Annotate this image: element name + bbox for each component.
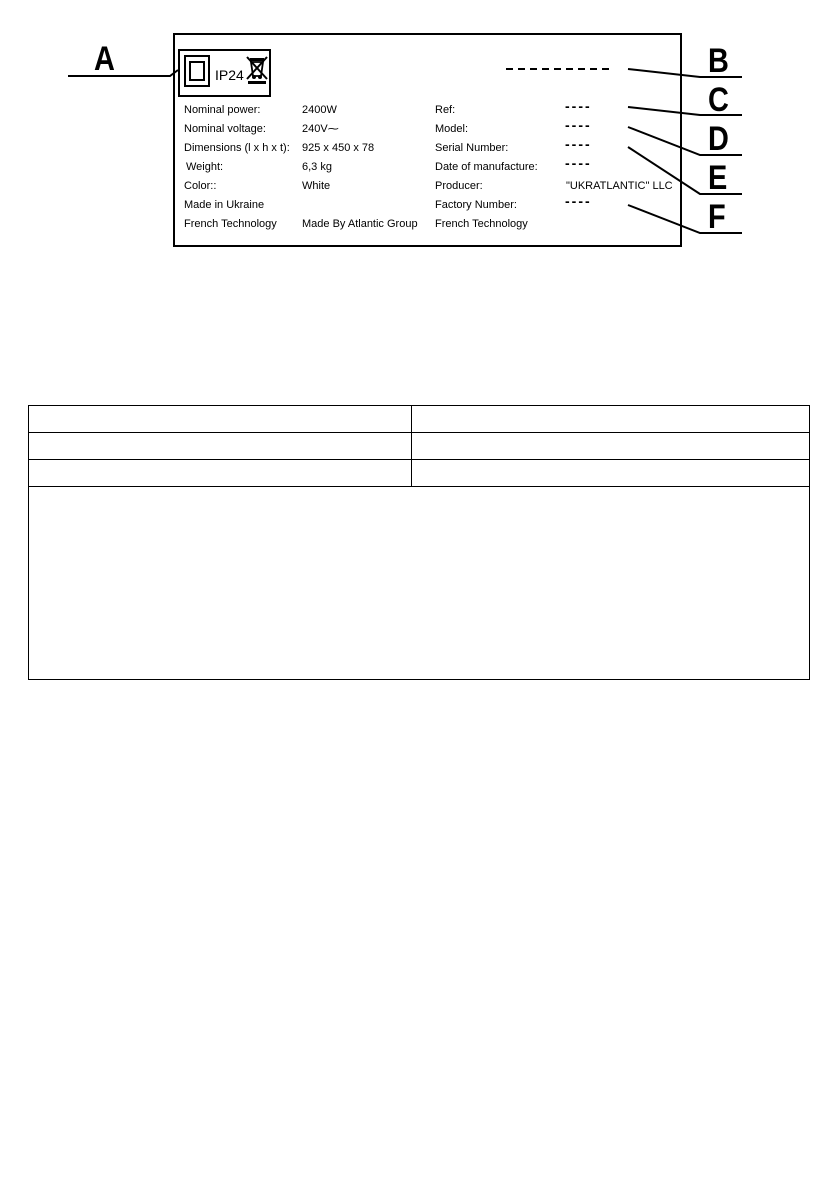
label-producer: Producer:: [435, 180, 483, 192]
table-cell: [29, 433, 412, 460]
label-factory-number: Factory Number:: [435, 199, 517, 211]
table-row: [29, 406, 810, 433]
leader-line-a: [68, 70, 178, 76]
table-row: [29, 460, 810, 487]
callout-c: C: [708, 81, 729, 119]
callout-f: F: [708, 198, 726, 236]
value-color: White: [302, 180, 331, 192]
weee-crossed-bin-icon: [245, 54, 269, 84]
label-french-technology-2: French Technology: [435, 218, 528, 230]
label-date-of-manufacture: Date of manufacture:: [435, 161, 538, 173]
table-cell: [412, 406, 810, 433]
callout-b: B: [708, 42, 729, 80]
callout-d: D: [708, 120, 729, 158]
value-nominal-power: 2400W: [302, 104, 337, 116]
table-row: [29, 487, 810, 680]
label-ref: Ref:: [435, 104, 456, 116]
value-ref: ----: [565, 98, 592, 114]
label-french-technology: French Technology: [184, 218, 277, 230]
rating-plate-diagram: [0, 0, 840, 270]
table-cell: [29, 406, 412, 433]
value-dimensions: 925 x 450 x 78: [302, 142, 375, 154]
value-serial-number: ----: [565, 136, 592, 152]
callout-a: A: [94, 40, 115, 78]
table-cell-large: [29, 487, 810, 680]
value-producer: "UKRATLANTIC" LLC: [566, 180, 673, 192]
value-factory-number: ----: [565, 193, 592, 209]
value-model: ----: [565, 117, 592, 133]
value-made-by: Made By Atlantic Group: [302, 218, 418, 230]
empty-form-table: [28, 405, 810, 680]
label-made-in: Made in Ukraine: [184, 199, 265, 211]
callout-e: E: [708, 159, 728, 197]
label-serial-number: Serial Number:: [435, 142, 509, 154]
value-date-of-manufacture: ----: [565, 155, 592, 171]
label-color: Color::: [184, 180, 217, 192]
table-cell: [412, 433, 810, 460]
table-cell: [412, 460, 810, 487]
table-row: [29, 433, 810, 460]
value-weight: 6,3 kg: [302, 161, 332, 173]
value-nominal-voltage: 240V⁓: [302, 123, 339, 135]
label-weight: Weight:: [186, 161, 224, 173]
table-cell: [29, 460, 412, 487]
label-nominal-voltage: Nominal voltage:: [184, 123, 266, 135]
double-insulation-icon: [184, 55, 210, 89]
label-nominal-power: Nominal power:: [184, 104, 261, 116]
ip-rating: IP24: [215, 67, 244, 83]
label-dimensions: Dimensions (l x h x t):: [184, 142, 290, 154]
label-model: Model:: [435, 123, 469, 135]
